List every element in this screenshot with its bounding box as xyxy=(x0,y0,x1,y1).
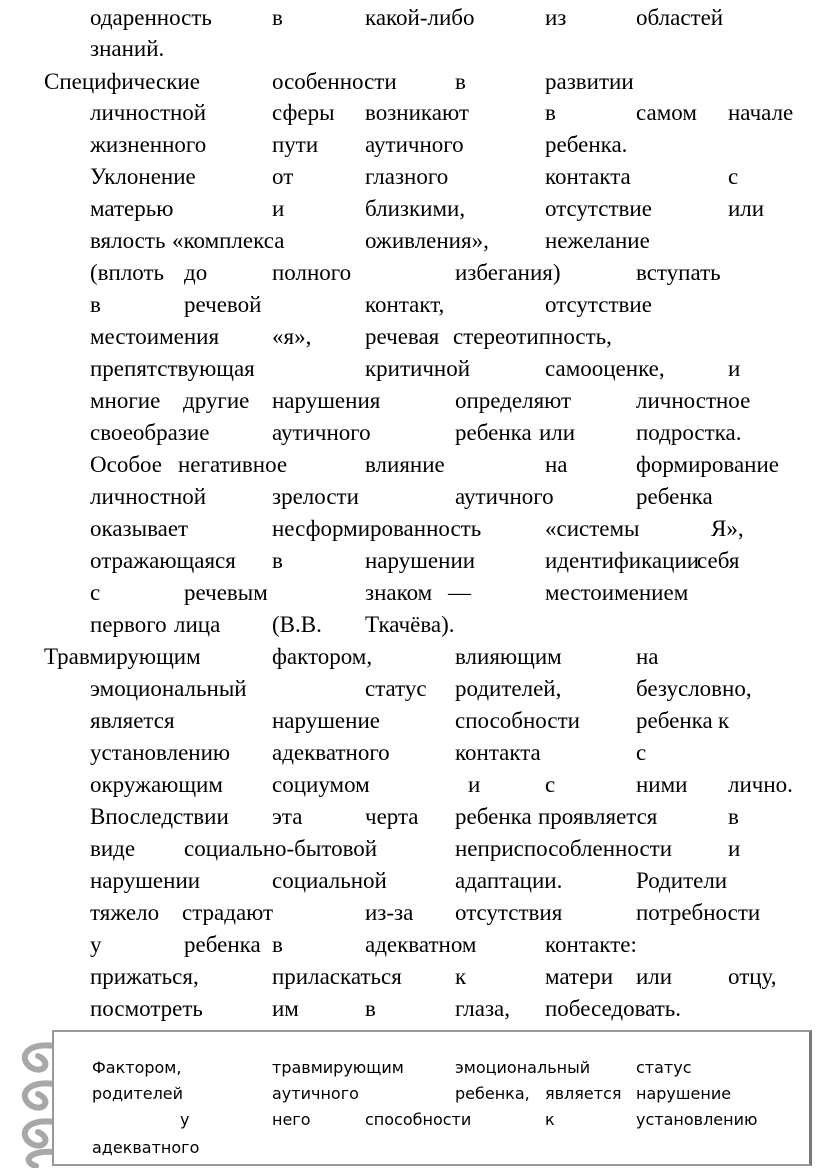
text-line xyxy=(0,801,816,833)
word: с xyxy=(90,580,101,605)
text-line xyxy=(0,705,816,737)
word: оказывает xyxy=(90,516,189,541)
word: или xyxy=(728,196,765,221)
text-line xyxy=(0,2,816,34)
word: определяют xyxy=(455,388,572,413)
word: от xyxy=(272,164,294,189)
word: и xyxy=(728,356,741,381)
word: из xyxy=(545,5,567,30)
word: первого xyxy=(90,612,167,637)
word: в xyxy=(272,5,283,30)
text-line xyxy=(0,321,816,353)
word: фактором, xyxy=(272,644,373,669)
word: глаза, xyxy=(455,996,510,1021)
callout-word: способности xyxy=(365,1110,472,1129)
word: речевым xyxy=(184,580,268,605)
word: знаний. xyxy=(90,36,165,61)
word: нежелание xyxy=(545,228,650,253)
text-line xyxy=(0,97,816,129)
word: критичной xyxy=(365,356,471,381)
word: Уклонение xyxy=(90,164,196,189)
word: (В.В. xyxy=(272,612,322,637)
word: другие xyxy=(183,388,250,413)
word: жизненного xyxy=(90,132,207,157)
callout-word: травмирующим xyxy=(272,1058,404,1077)
word: побеседовать. xyxy=(545,996,682,1021)
word: личностной xyxy=(90,484,207,509)
word: подростка. xyxy=(636,420,742,445)
callout-word: него xyxy=(272,1110,311,1129)
text-line xyxy=(0,897,816,929)
callout-word: ребенка, xyxy=(455,1084,530,1103)
word: отражающаяся xyxy=(90,548,236,573)
callout-word: у xyxy=(180,1110,190,1129)
callout-word: аутичного xyxy=(272,1084,359,1103)
text-line xyxy=(0,417,816,449)
text-line xyxy=(0,737,816,769)
text-line xyxy=(0,449,816,481)
text-line xyxy=(0,33,816,65)
text-line xyxy=(0,545,816,577)
word: социумом xyxy=(272,772,370,797)
word: нарушении xyxy=(365,548,476,573)
word: Я», xyxy=(711,516,744,541)
text-line xyxy=(0,513,816,545)
word: контакта xyxy=(455,740,541,765)
callout-word: к xyxy=(545,1110,555,1129)
word: влияющим xyxy=(455,644,562,669)
word: многие xyxy=(90,388,161,413)
word: зрелости xyxy=(272,484,359,509)
word: контакта xyxy=(545,164,631,189)
callout-word: родителей xyxy=(92,1084,184,1103)
word: «я», xyxy=(272,324,312,349)
text-line xyxy=(0,161,816,193)
callout-line xyxy=(0,1107,816,1133)
callout-word: установлению xyxy=(636,1110,758,1129)
word: личностное xyxy=(636,388,751,413)
word: контакте: xyxy=(545,932,637,957)
word: начале xyxy=(728,100,794,125)
word: личностной xyxy=(90,100,207,125)
text-line xyxy=(0,289,816,321)
word: эмоциональный xyxy=(90,676,247,701)
word: в xyxy=(545,100,556,125)
word: нарушение xyxy=(272,708,380,733)
word: к xyxy=(718,708,730,733)
word: Впоследствии xyxy=(90,804,229,829)
text-line xyxy=(0,66,816,98)
callout-word: статус xyxy=(636,1058,692,1077)
word: близкими, xyxy=(365,196,466,221)
word: какой-либо xyxy=(365,5,475,30)
word: препятствующая xyxy=(90,356,255,381)
word: одаренность xyxy=(90,5,212,30)
text-line xyxy=(0,225,816,257)
word: из-за xyxy=(365,900,414,925)
word: (вплоть xyxy=(90,260,165,285)
word: лично. xyxy=(728,772,793,797)
word: развитии xyxy=(545,69,634,94)
word: в xyxy=(272,932,283,957)
word: областей xyxy=(636,5,724,30)
word: посмотреть xyxy=(90,996,203,1021)
callout-word: адекватного xyxy=(92,1138,200,1157)
word: окружающим xyxy=(90,772,223,797)
word: речевая xyxy=(365,324,440,349)
word: ребенка xyxy=(455,804,532,829)
word: ребенка xyxy=(636,484,713,509)
text-line xyxy=(0,993,816,1025)
word: Ткачёва). xyxy=(365,612,455,637)
word: влияние xyxy=(365,452,445,477)
callout-line xyxy=(0,1081,816,1107)
word: особенности xyxy=(272,69,397,94)
word: матерью xyxy=(90,196,174,221)
text-line xyxy=(0,577,816,609)
word: и xyxy=(728,836,741,861)
word: или xyxy=(539,420,576,445)
text-line xyxy=(0,481,816,513)
word: способности xyxy=(455,708,580,733)
word: с xyxy=(545,772,556,797)
word: идентификации xyxy=(545,548,700,573)
word: оживления», xyxy=(365,228,489,253)
word: в xyxy=(728,804,739,829)
word: стереотипность, xyxy=(453,324,612,349)
word: с xyxy=(728,164,739,189)
word: ребенка xyxy=(184,932,261,957)
word: отцу, xyxy=(728,964,777,989)
word: себя xyxy=(697,548,740,573)
text-line xyxy=(0,609,816,641)
word: статус xyxy=(365,676,427,701)
text-line xyxy=(0,641,816,673)
word: «комплекса xyxy=(172,228,285,253)
word: адаптации. xyxy=(455,868,563,893)
word: потребности xyxy=(636,900,761,925)
word: местоимения xyxy=(90,324,220,349)
callout-word: является xyxy=(545,1084,622,1103)
word: ребенка xyxy=(455,420,532,445)
word: речевой xyxy=(184,292,262,317)
word: лица xyxy=(174,612,221,637)
word: тяжело xyxy=(90,900,160,925)
word: отсутствие xyxy=(545,196,652,221)
callout-line xyxy=(0,1135,816,1161)
word: местоимением xyxy=(545,580,689,605)
word: социально-бытовой xyxy=(184,836,378,861)
text-line xyxy=(0,769,816,801)
word: самом xyxy=(636,100,697,125)
word: знаком xyxy=(365,580,433,605)
word: прижаться, xyxy=(90,964,199,989)
word: глазного xyxy=(365,164,449,189)
word: к xyxy=(455,964,467,989)
word: страдают xyxy=(182,900,274,925)
word: до xyxy=(184,260,208,285)
word: аутичного xyxy=(365,132,464,157)
text-line xyxy=(0,929,816,961)
word: ребенка. xyxy=(545,132,628,157)
word: контакт, xyxy=(365,292,445,317)
word: виде xyxy=(90,836,136,861)
word: в xyxy=(272,548,283,573)
word: эта xyxy=(272,804,303,829)
text-line xyxy=(0,353,816,385)
callout-word: нарушение xyxy=(636,1084,732,1103)
word: адекватного xyxy=(272,740,390,765)
text-line xyxy=(0,193,816,225)
word: пути xyxy=(272,132,319,157)
word: неприспособленности xyxy=(455,836,673,861)
word: аутичного xyxy=(455,484,554,509)
word: несформированность xyxy=(272,516,482,541)
word: формирование xyxy=(636,452,780,477)
word: негативное xyxy=(178,452,288,477)
word: черта xyxy=(365,804,419,829)
word: аутичного xyxy=(272,420,371,445)
word: приласкаться xyxy=(272,964,402,989)
word: отсутствие xyxy=(545,292,652,317)
word: «системы xyxy=(545,516,640,541)
word: с xyxy=(636,740,647,765)
word: нарушении xyxy=(90,868,201,893)
word: в xyxy=(90,292,101,317)
word: адекватном xyxy=(365,932,477,957)
word: нарушения xyxy=(272,388,381,413)
word: самооценке, xyxy=(545,356,665,381)
word: является xyxy=(90,708,175,733)
word: на xyxy=(545,452,568,477)
callout-line xyxy=(0,1055,816,1081)
word: Особое xyxy=(90,452,163,477)
text-line xyxy=(0,833,816,865)
word: в xyxy=(455,69,466,94)
callout-word: эмоциональный xyxy=(455,1058,591,1077)
word: на xyxy=(636,644,659,669)
word: в xyxy=(365,996,376,1021)
word: у xyxy=(90,932,102,957)
word: полного xyxy=(272,260,352,285)
word: ребенка xyxy=(636,708,713,733)
word: возникают xyxy=(365,100,469,125)
word: им xyxy=(272,996,299,1021)
word: избегания) xyxy=(455,260,561,285)
word: ними xyxy=(636,772,688,797)
word: Родители xyxy=(636,868,728,893)
word: безусловно, xyxy=(636,676,752,701)
word: вступать xyxy=(636,260,721,285)
word: или xyxy=(636,964,673,989)
callout-word: Фактором, xyxy=(92,1058,182,1077)
word: и xyxy=(272,196,285,221)
word: своеобразие xyxy=(90,420,210,445)
text-line xyxy=(0,961,816,993)
word: социальной xyxy=(272,868,387,893)
word: — xyxy=(448,580,471,605)
word: сферы xyxy=(272,100,335,125)
word: отсутствия xyxy=(455,900,563,925)
word: установлению xyxy=(90,740,231,765)
word: Специфические xyxy=(44,69,200,94)
text-line xyxy=(0,673,816,705)
word: родителей, xyxy=(455,676,562,701)
word: проявляется xyxy=(538,804,658,829)
word: Травмирующим xyxy=(44,644,201,669)
word: матери xyxy=(545,964,614,989)
word: вялость xyxy=(90,228,166,253)
text-line xyxy=(0,257,816,289)
word: и xyxy=(468,772,481,797)
text-line xyxy=(0,865,816,897)
text-line xyxy=(0,129,816,161)
text-line xyxy=(0,385,816,417)
